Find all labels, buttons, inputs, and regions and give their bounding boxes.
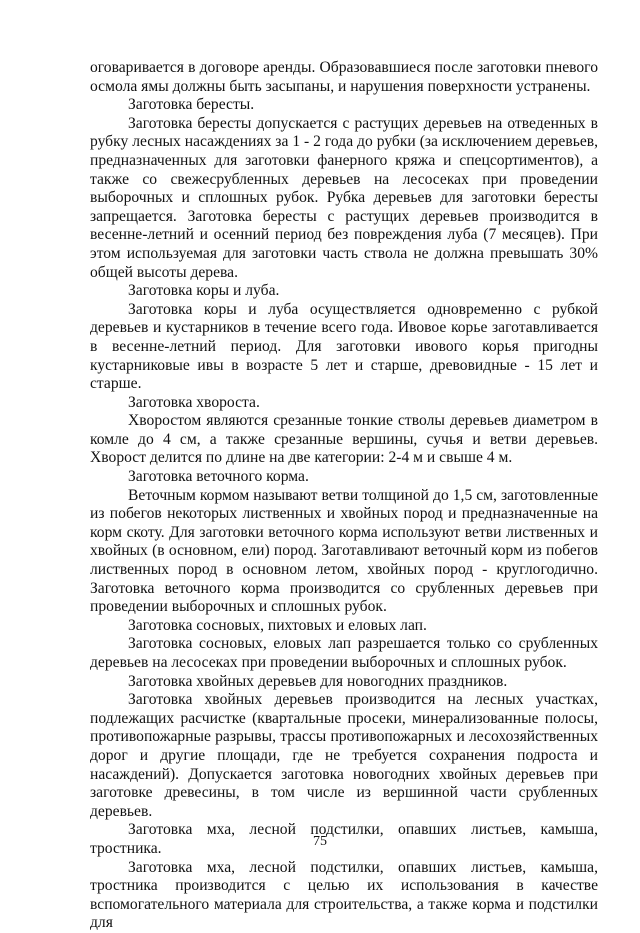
paragraph-new-year-trees: Заготовка хвойных деревьев производится на лесных участках, подлежащих расчистке (квартальные просеки, минерализованные полосы, противопожарные разрывы, трассы противопожарных и лесохозяйственных дорог и другие площади, где не требуется сохранения подроста и насаждений). Допускается заготовка новогодних хвойных деревьев при заготовке древесины, в том числе из вершинной части срубленных деревьев. [90,691,598,820]
paragraph-brushwood: Хворостом являются срезанные тонкие стволы деревьев диаметром в комле до 4 см, а также срезанные вершины, сучья и ветви деревьев. Хворост делится по длине на две категории: 2-4 м и свыше 4 м. [90,412,598,467]
heading-bark-bast: Заготовка коры и луба. [128,282,280,300]
paragraph-bark-bast: Заготовка коры и луба осуществляется одновременно с рубкой деревьев и кустарников в течение всего года. Ивовое корье заготавливается в весенне-летний период. Для заготовки ивового корья пригодны кустарниковые ивы в возрасте 5 лет и старше, древовидные - 15 лет и старше. [90,300,598,393]
paragraph-twig-fodder: Веточным кормом называют ветви толщиной до 1,5 см, заготовленные из побегов некоторых лиственных и хвойных пород и предназначенные на корм скоту. Для заготовки веточного корма используют ветви лиственных и хвойных (в основном, ели) пород. Заготавливают веточный корм из побегов лиственных пород в основном летом, хвойных пород - круглогодично. Заготовка веточного корма производится со срубленных деревьев при проведении выборочных и сплошных рубок. [90,486,598,616]
paragraph-birch-bark: Заготовка бересты допускается с растущих деревьев на отведенных в рубку лесных насаждениях за 1 - 2 года до рубки (за исключением деревьев, предназначенных для заготовки фанерного кряжа и спецсортиментов), а также со свежесрубленных деревьев на лесосеках при проведении выборочных и сплошных рубок. Рубка деревьев для заготовки бересты запрещается. Заготовка бересты с растущих деревьев производится в весенне-летний и осенний период без повреждения луба (7 месяцев). При этом используемая для заготовки часть ствола не должна превышать 30% общей высоты дерева. [90,114,598,281]
document-body [90,59,598,933]
paragraph-conifer-branches: Заготовка сосновых, еловых лап разрешается только со срубленных деревьев на лесосеках при проведении выборочных и сплошных рубок. [90,635,598,671]
paragraph-continuation: оговаривается в договоре аренды. Образовавшиеся после заготовки пневого осмола ямы должны быть засыпаны, и нарушения поверхности устранены. [90,59,598,95]
heading-birch-bark: Заготовка бересты. [128,96,255,114]
heading-twig-fodder: Заготовка веточного корма. [128,468,309,486]
paragraph-moss-litter: Заготовка мха, лесной подстилки, опавших листьев, камыша, тростника производится с целью их использования в качестве вспомогательного материала для строительства, а также корма и подстилки для [90,858,598,932]
heading-brushwood: Заготовка хвороста. [128,393,260,411]
page-number: 75 [313,834,327,849]
heading-moss-litter: Заготовка мха, лесной подстилки, опавших листьев, камыша, тростника. [90,821,598,857]
heading-new-year-trees: Заготовка хвойных деревьев для новогодних праздников. [128,672,508,690]
heading-conifer-branches: Заготовка сосновых, пихтовых и еловых лап. [128,616,427,634]
